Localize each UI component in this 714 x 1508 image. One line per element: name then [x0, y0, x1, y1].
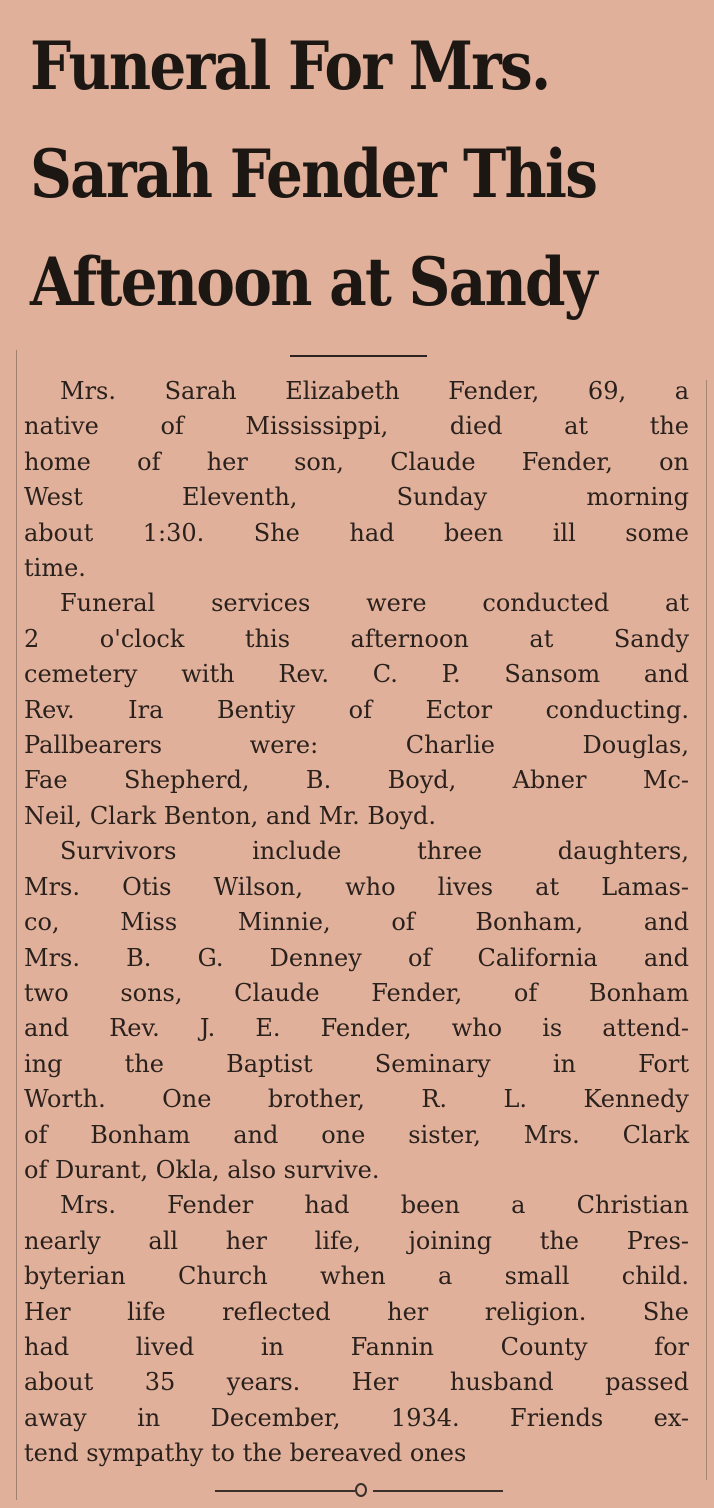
article-line: Fae Shepherd, B. Boyd, Abner Mc- — [24, 766, 689, 795]
article-line: Mrs. B. G. Denney of California and — [24, 943, 689, 972]
article-line: cemetery with Rev. C. P. Sansom and — [24, 660, 689, 689]
end-rule-right-dash — [373, 1490, 503, 1492]
article-line: Rev. Ira Bentiy of Ector conducting. — [24, 695, 689, 724]
article-line: Pallbearers were: Charlie Douglas, — [24, 731, 689, 760]
end-of-article-rule — [215, 1478, 505, 1502]
article-line: Neil, Clark Benton, and Mr. Boyd. — [24, 801, 436, 830]
headline-divider — [290, 355, 427, 357]
end-rule-ornament — [355, 1483, 367, 1497]
article-line: Mrs. Fender had been a Christian — [60, 1191, 689, 1220]
headline-line-1: Funeral For Mrs. — [30, 27, 550, 105]
headline — [30, 12, 611, 336]
article-line: home of her son, Claude Fender, on — [24, 447, 689, 476]
article-line: West Eleventh, Sunday morning — [24, 483, 689, 512]
article-line: 2 o'clock this afternoon at Sandy — [24, 624, 689, 653]
article-body — [24, 374, 689, 1472]
article-line: byterian Church when a small child. — [24, 1262, 689, 1291]
article-line: ing the Baptist Seminary in Fort — [24, 1049, 689, 1078]
article-line: away in December, 1934. Friends ex- — [24, 1403, 689, 1432]
article-paragraph — [24, 834, 689, 1188]
article-line: Survivors include three daughters, — [60, 837, 689, 866]
article-line: and Rev. J. E. Fender, who is attend- — [24, 1014, 689, 1043]
article-line: co, Miss Minnie, of Bonham, and — [24, 908, 689, 937]
article-line: time. — [24, 554, 86, 583]
article-paragraph — [24, 1188, 689, 1471]
article-line: tend sympathy to the bereaved ones — [24, 1439, 467, 1468]
headline-line-3: Aftenoon at Sandy — [30, 243, 596, 321]
left-column-rule — [16, 350, 17, 1500]
article-line: two sons, Claude Fender, of Bonham — [24, 978, 689, 1007]
end-rule-left-dash — [215, 1490, 355, 1492]
article-line: Worth. One brother, R. L. Kennedy — [24, 1085, 689, 1114]
headline-line-2: Sarah Fender This — [30, 135, 597, 213]
article-paragraph — [24, 374, 689, 586]
article-line: Mrs. Sarah Elizabeth Fender, 69, a — [60, 377, 689, 405]
article-paragraph — [24, 586, 689, 834]
article-line: Her life reflected her religion. She — [24, 1297, 689, 1326]
article-line: nearly all her life, joining the Pres- — [24, 1226, 689, 1255]
article-line: Funeral services were conducted at — [60, 589, 689, 618]
article-line: Mrs. Otis Wilson, who lives at Lamas- — [24, 872, 689, 901]
article-line: about 1:30. She had been ill some — [24, 518, 689, 547]
article-line: of Bonham and one sister, Mrs. Clark — [24, 1120, 689, 1149]
article-line: had lived in Fannin County for — [24, 1332, 689, 1361]
article-line: of Durant, Okla, also survive. — [24, 1155, 380, 1184]
article-line: native of Mississippi, died at the — [24, 412, 689, 441]
article-line: about 35 years. Her husband passed — [24, 1368, 689, 1397]
right-column-rule — [706, 380, 707, 1480]
